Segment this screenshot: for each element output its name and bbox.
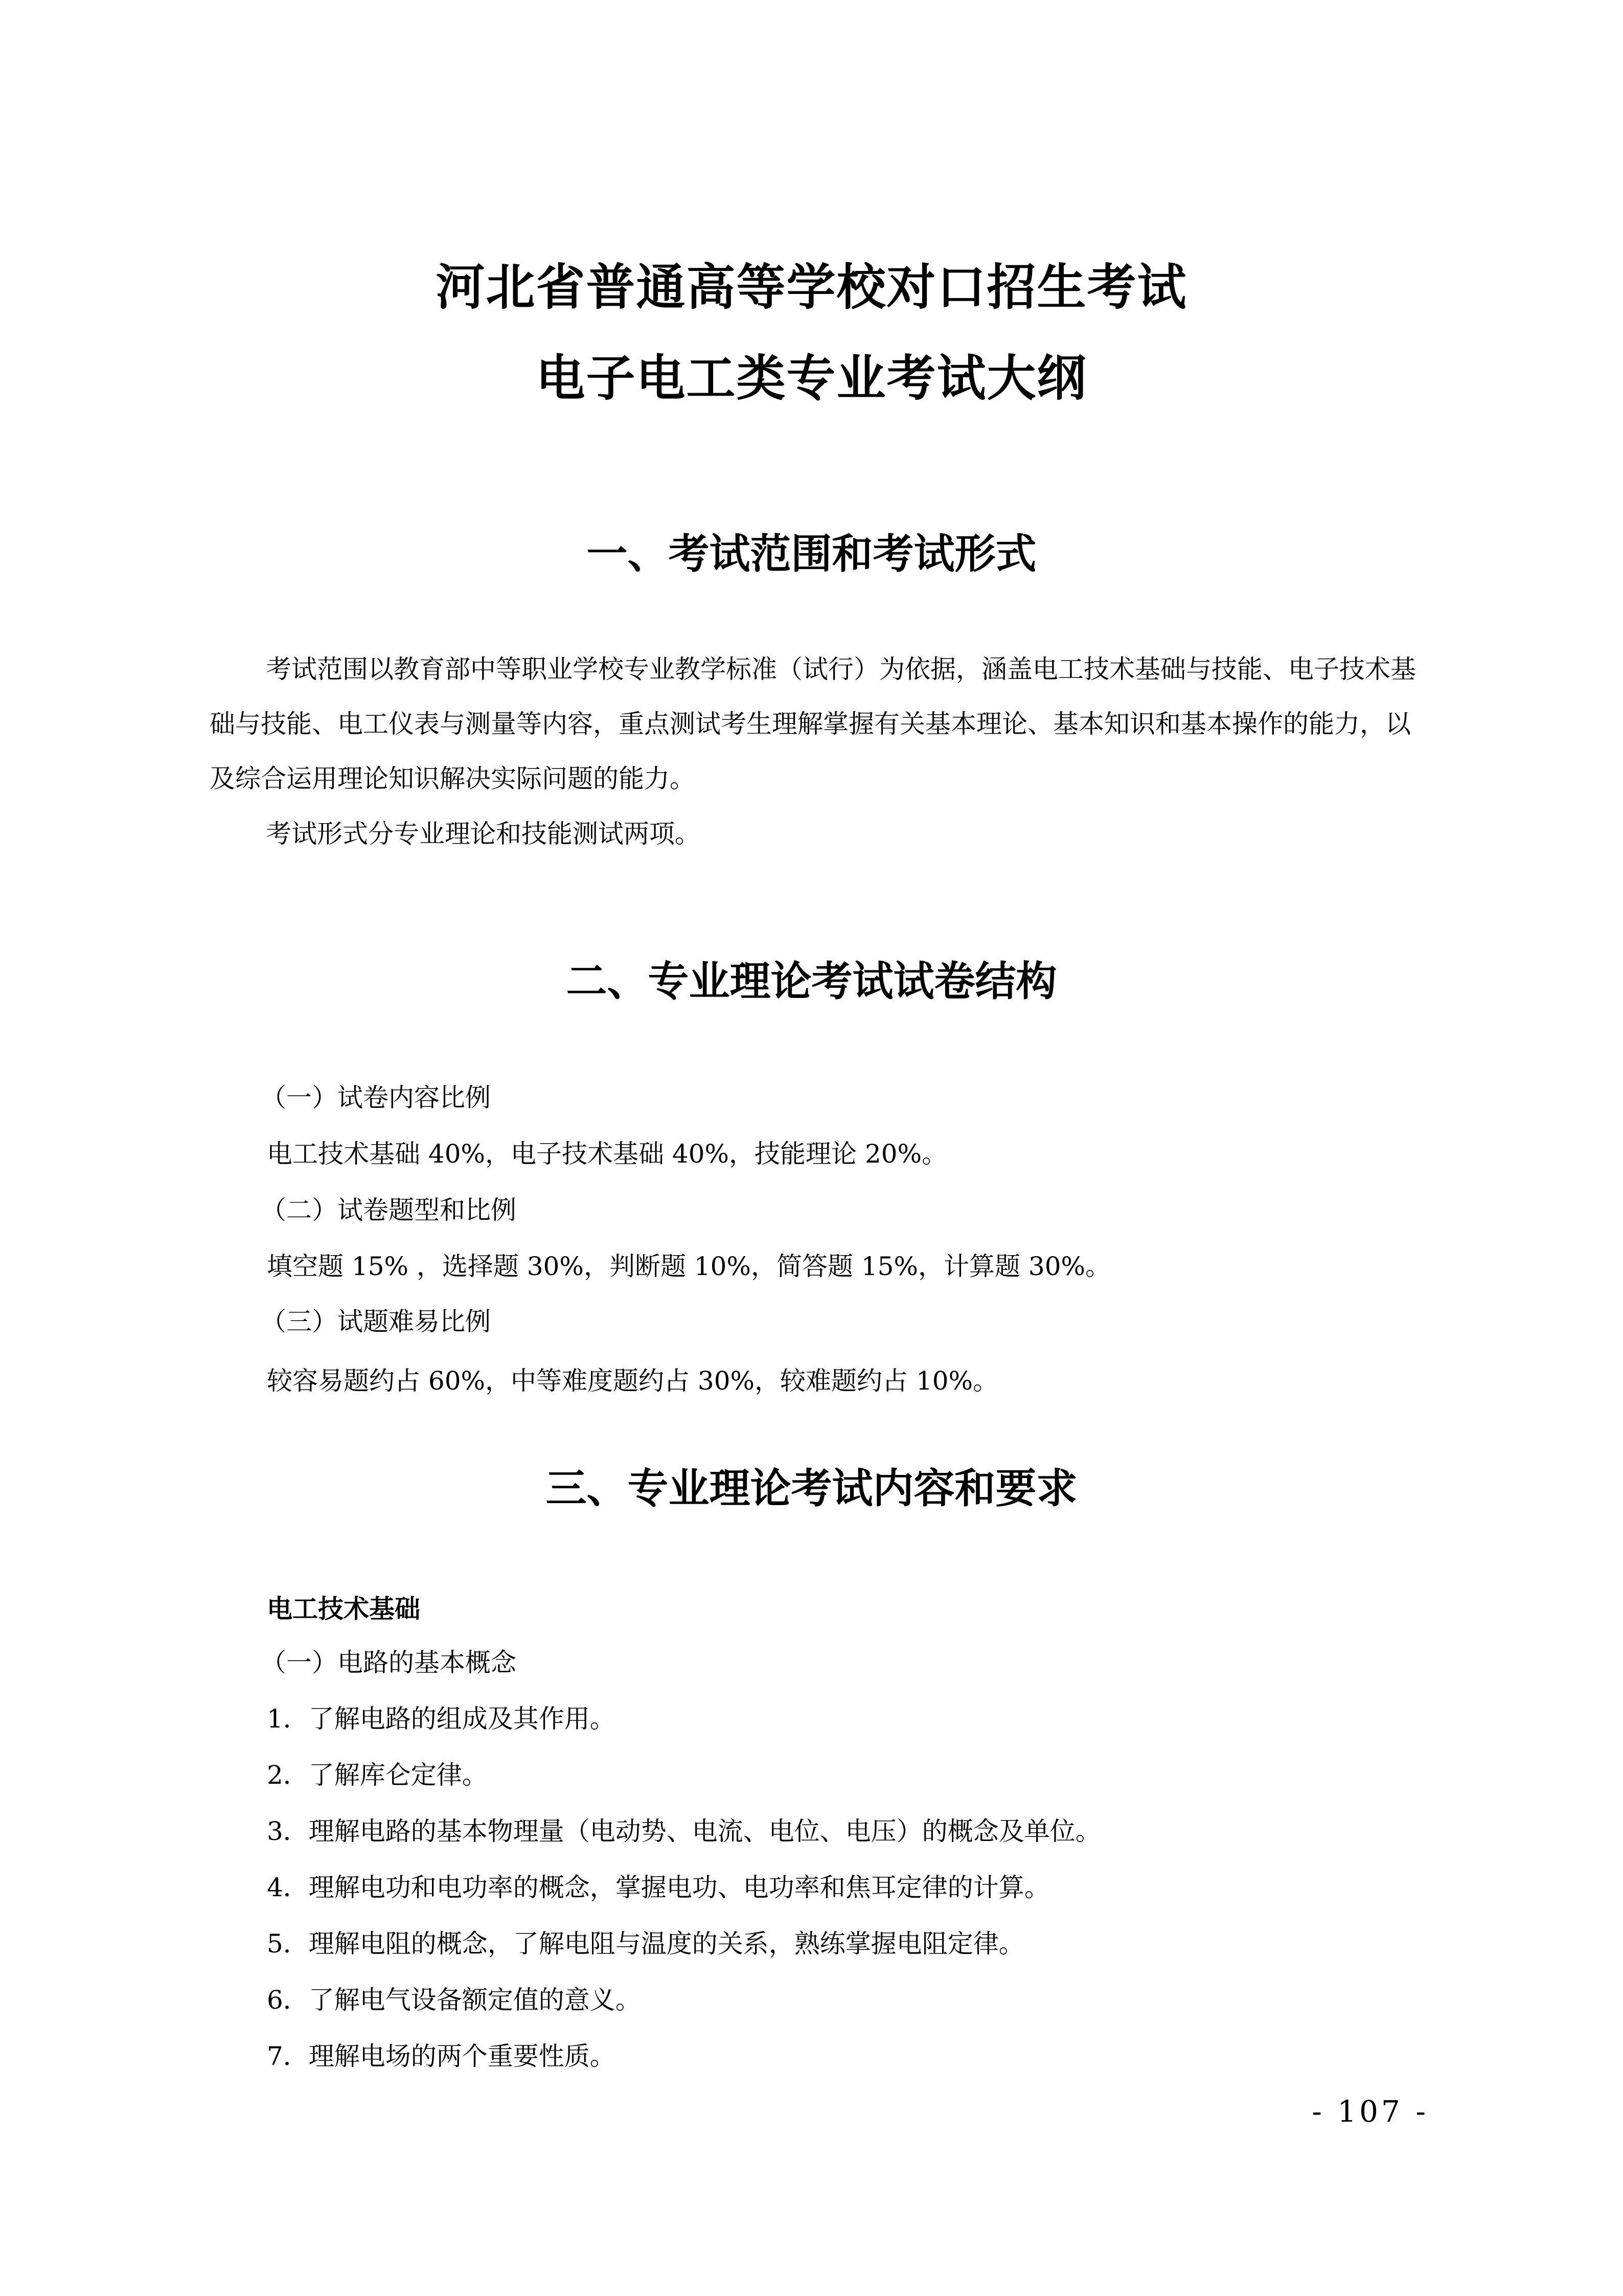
section-2-subsection-2-title: （二）试卷题型和比例 — [261, 1195, 516, 1225]
list-item: 2．了解库仑定律。 — [267, 1760, 488, 1790]
list-item: 7．理解电场的两个重要性质。 — [267, 2041, 615, 2071]
list-item: 5．理解电阻的概念，了解电阻与温度的关系，熟练掌握电阻定律。 — [267, 1929, 1024, 1959]
section-2-subsection-2-text: 填空题 15% ，选择题 30%，判断题 10%，简答题 15%，计算题 30%。 — [267, 1252, 1111, 1281]
document-title-line-1: 河北省普通高等学校对口招生考试 — [436, 259, 1187, 316]
section-3-subsection-1-title: （一）电路的基本概念 — [261, 1648, 516, 1677]
list-item: 3．理解电路的基本物理量（电动势、电流、电位、电压）的概念及单位。 — [267, 1816, 1101, 1846]
list-item: 4．理解电功和电功率的概念，掌握电功、电功率和焦耳定律的计算。 — [267, 1873, 1050, 1902]
section-1-heading: 一、考试范围和考试形式 — [586, 530, 1037, 578]
list-item: 6．了解电气设备额定值的意义。 — [267, 1985, 641, 2015]
page-number: - 107 - — [1312, 2094, 1429, 2129]
section-2-subsection-1-text: 电工技术基础 40%，电子技术基础 40%，技能理论 20%。 — [267, 1139, 948, 1169]
list-item: 1．了解电路的组成及其作用。 — [267, 1704, 615, 1734]
section-2-heading: 二、专业理论考试试卷结构 — [566, 958, 1057, 1005]
section-2-subsection-1-title: （一）试卷内容比例 — [261, 1083, 491, 1112]
document-title-line-2: 电子电工类专业考试大纲 — [536, 350, 1087, 407]
section-1-paragraph-1: 考试范围以教育部中等职业学校专业教学标准（试行）为依据，涵盖电工技术基础与技能、电子技术基础与技能、电工仪表与测量等内容，重点测试考生理解掌握有关基本理论、基本知识和基本操作的能力，以及综合运用理论知识解决实际问题的能力。 — [210, 654, 1416, 793]
section-1-paragraph-2: 考试形式分专业理论和技能测试两项。 — [266, 819, 700, 849]
section-3-heading: 三、专业理论考试内容和要求 — [545, 1465, 1078, 1512]
section-3-subject-title: 电工技术基础 — [267, 1594, 420, 1624]
section-2-subsection-3-title: （三）试题难易比例 — [261, 1307, 491, 1336]
section-2-subsection-3-text: 较容易题约占 60%，中等难度题约占 30%，较难题约占 10%。 — [267, 1366, 999, 1396]
